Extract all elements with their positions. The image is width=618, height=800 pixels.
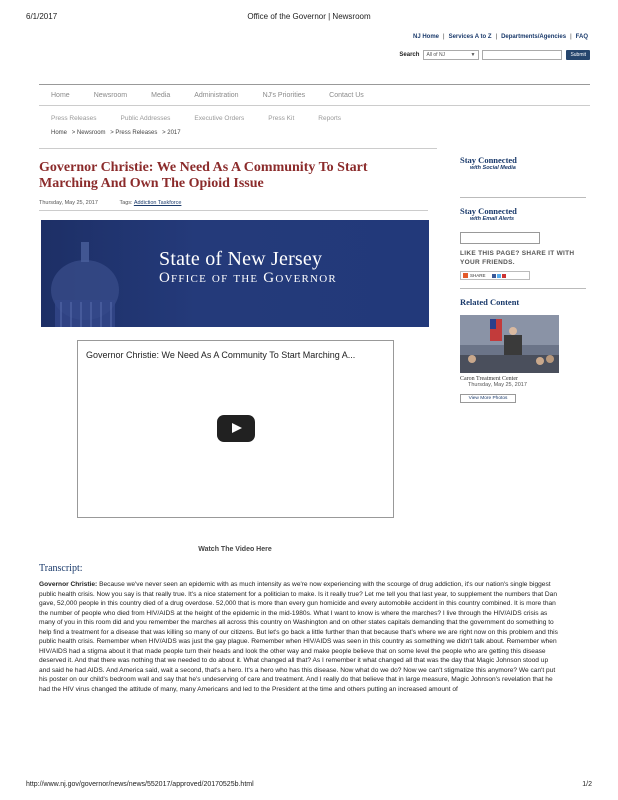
play-icon <box>232 423 242 433</box>
transcript-heading: Transcript: <box>39 563 83 574</box>
article-date: Thursday, May 25, 2017 <box>39 200 98 206</box>
twitter-icon <box>497 274 501 278</box>
video-title[interactable]: Governor Christie: We Need As A Community To Start Marching A... <box>86 350 356 360</box>
subnav-press-releases[interactable]: Press Releases <box>51 114 97 122</box>
speaker-label: Governor Christie: <box>39 581 98 588</box>
search-label: Search <box>399 52 420 58</box>
crumb-newsroom[interactable]: > Newsroom <box>71 130 106 136</box>
event-photo-image <box>460 315 559 373</box>
util-link-departments[interactable]: Departments/Agencies <box>501 34 567 40</box>
watch-label: Watch The Video Here <box>198 546 272 553</box>
tags-label: Tags: <box>119 200 133 206</box>
print-footer <box>26 781 592 788</box>
page-number: 1/2 <box>582 781 592 788</box>
related-content-title: Related Content <box>460 297 520 307</box>
crumb-home[interactable]: Home <box>51 130 68 136</box>
nav-media[interactable]: Media <box>151 91 171 99</box>
article-meta <box>39 200 181 206</box>
crumb-press-releases[interactable]: > Press Releases <box>110 130 158 136</box>
print-title: Office of the Governor | Newsroom <box>247 12 371 21</box>
stay-connected-email-title: Stay Connected <box>460 206 517 216</box>
search-bar <box>399 50 590 60</box>
banner-state: State of New Jersey <box>159 248 323 270</box>
photo-caption[interactable]: Caron Treatment Center <box>460 376 518 382</box>
banner-office: Office of the Governor <box>159 270 337 286</box>
subnav-public-addresses[interactable]: Public Addresses <box>120 114 171 122</box>
subnav-reports[interactable]: Reports <box>318 114 342 122</box>
view-more-photos-button[interactable]: View More Photos <box>460 394 516 403</box>
facebook-icon <box>492 274 496 278</box>
email-icon <box>502 274 506 278</box>
social-media-link[interactable]: with Social Media <box>470 165 516 171</box>
search-input[interactable] <box>482 50 562 60</box>
chevron-down-icon: ▼ <box>470 52 476 58</box>
share-button[interactable]: SHARE <box>460 271 530 280</box>
nav-administration[interactable]: Administration <box>194 91 239 99</box>
main-nav <box>39 84 590 106</box>
subnav-executive-orders[interactable]: Executive Orders <box>194 114 245 122</box>
capitol-dome-icon <box>45 230 121 327</box>
divider <box>460 288 586 289</box>
nav-home[interactable]: Home <box>51 91 70 99</box>
subnav-press-kit[interactable]: Press Kit <box>268 114 295 122</box>
nav-contact[interactable]: Contact Us <box>329 91 364 99</box>
page-title: Governor Christie: We Need As A Community To Start Marching And Own The Opioid Issue <box>39 160 368 191</box>
transcript-body <box>39 580 559 694</box>
util-link-faq[interactable]: FAQ <box>575 34 588 40</box>
related-photo[interactable] <box>460 315 559 373</box>
email-alerts-link[interactable]: with Email Alerts <box>470 216 515 222</box>
crumb-2017[interactable]: > 2017 <box>162 130 181 136</box>
video-player[interactable] <box>77 340 394 518</box>
share-icon <box>463 273 468 278</box>
photo-date: Thursday, May 25, 2017 <box>468 382 527 388</box>
nav-newsroom[interactable]: Newsroom <box>93 91 128 99</box>
breadcrumb <box>51 130 184 136</box>
divider <box>39 210 428 211</box>
divider <box>460 197 586 198</box>
utility-nav: NJ Home | Services A to Z | Departments/Agencies | FAQ <box>413 34 588 40</box>
tag-link[interactable]: Addiction Taskforce <box>133 200 182 206</box>
print-date: 6/1/2017 <box>26 12 58 21</box>
stay-connected-social-title: Stay Connected <box>460 155 517 165</box>
transcript-text: Because we've never seen an epidemic with as much intensity as we're now experiencing with the scourge of drug addiction, it's our nation's single biggest public health crisis. Now you say is that really true. It's a nice statement for a politician to make. Is it really true? Let me tell you that last year, to supplement the numbers that Dan gave, 52,000 people in this country died of a drug overdose. 52,000 that is more than every gun homicide and every automobile accident in this country combined. It is more than the number of people who died from HIV/AIDS at the height of the epidemic in the mid-1980s. What I want to know is where the marches? I live through the HIV/AIDS crisis as many of you in this room did and you remember the marches all across this country on Washington and on other states capitals demanding that the government do something to help find a treatment for a disease that was killing so many of our citizens. But let's go back a little further than that because that's where we are right now on this problem and this public health crisis. Remember when HIV/AIDS was just the gay plague. Remember when HIV/AIDS was seen in this country as something we didn't talk about. Remember when HIV/AIDS had a stigma about it that made people turn their heads and look the other way and make people believe that on some level the people who are getting this disease deserved it. And that there was nothing that we needed to do about it. What changed all that? As I remember it what changed all that was the day that Magic Johnson stood up and said he had AIDS. And America said, wait a second, that's a hero. It's a hero who has this disease. Now what do we do? Now we can't stigmatize this anymore? We can't put his poster on our child's bedroom wall and say that he's undeserving of care and treatment. And I really do that believe that in large measure, Magic Johnson's revelation that he had the HIV virus changed the attitude of many, many Americans and led to the President at the time and others putting an increased amount of <box>39 581 558 693</box>
util-link-nj-home[interactable]: NJ Home <box>413 34 440 40</box>
divider <box>39 148 437 149</box>
util-link-services[interactable]: Services A to Z <box>448 34 492 40</box>
nav-priorities[interactable]: NJ's Priorities <box>262 91 306 99</box>
office-banner <box>41 220 429 327</box>
page-url: http://www.nj.gov/governor/news/news/552017/approved/20170525b.html <box>26 781 254 788</box>
sub-nav <box>39 112 590 124</box>
share-prompt: LIKE THIS PAGE? SHARE IT WITH YOUR FRIENDS. <box>460 250 575 266</box>
play-button[interactable] <box>217 415 255 442</box>
sidebar <box>460 155 586 403</box>
submit-button[interactable]: Submit <box>566 50 590 60</box>
search-scope-select[interactable]: All of NJ ▼ <box>423 50 479 60</box>
email-field[interactable] <box>460 232 540 244</box>
